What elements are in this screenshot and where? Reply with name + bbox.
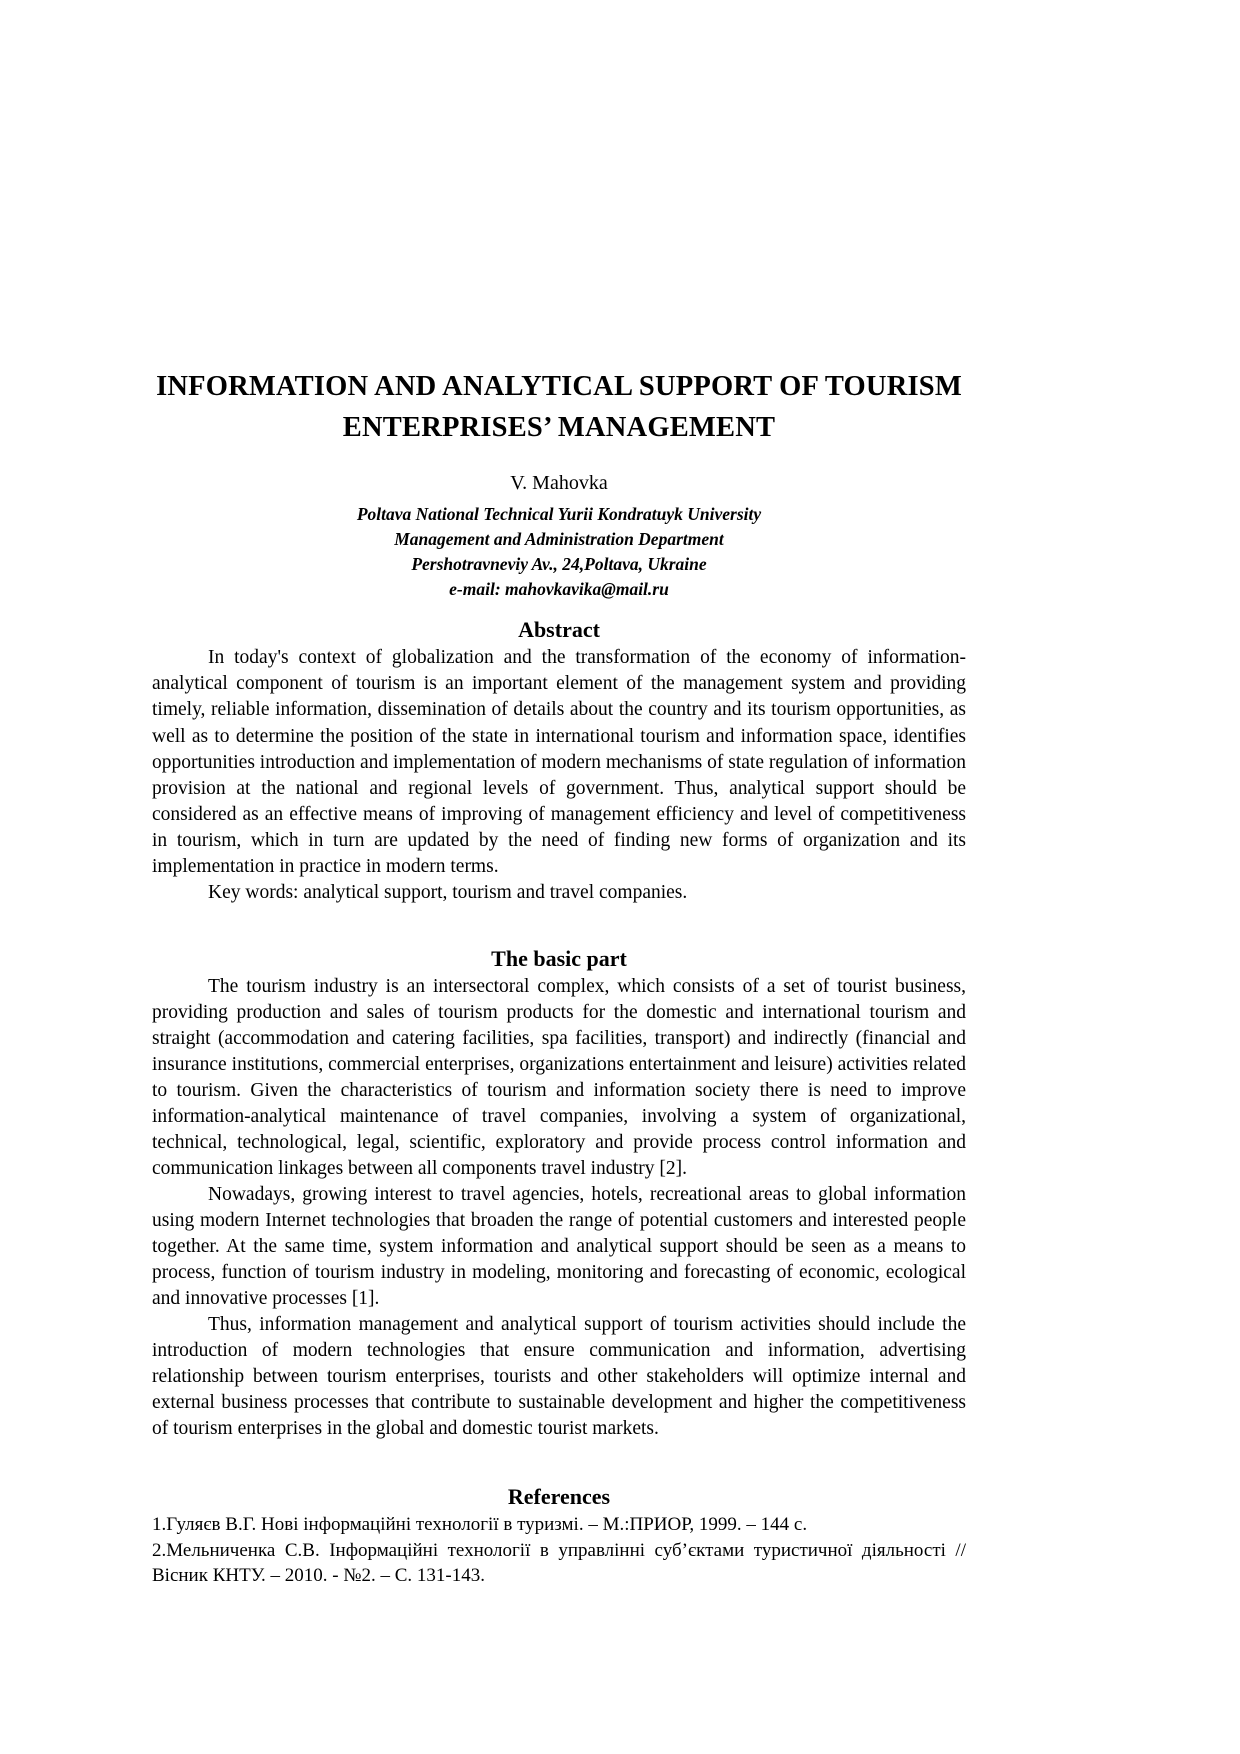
author-name: V. Mahovka	[510, 472, 608, 495]
abstract-paragraph: In today's context of globalization and the transformation of the economy of information-analytical component of tourism is an important element of the management system and providing timely, reliable information, dissemination of details about the country and its tourism opportunities, as well as to determine the position of the state in international tourism and information space, identifies opportunities introduction and implementation of modern mechanisms of state regulation of information provision at the national and regional levels of government. Thus, analytical support should be considered as an effective means of improving of management efficiency and level of competitiveness in tourism, which in turn are updated by the need of finding new forms of organization and its implementation in practice in modern terms.	[152, 647, 966, 877]
references-heading: References	[507, 1484, 611, 1510]
basic-paragraph-1: The tourism industry is an intersectoral complex, which consists of a set of tourist business, providing production and sales of tourism products for the domestic and international tourism and straight (accommodation and catering facilities, spa facilities, transport) and indirectly (financial and insurance institutions, commercial enterprises, organizations entertainment and leisure) activities related to tourism. Given the characteristics of tourism and information society there is need to improve information-analytical maintenance of travel companies, involving a system of organizational, technical, technological, legal, scientific, exploratory and provide process control information and communication linkages between all components travel industry [2].	[152, 975, 966, 1179]
basic-part-heading: The basic part	[491, 945, 627, 971]
affiliation-line-address: Pershotravneviy Av., 24,Poltava, Ukraine	[411, 553, 707, 574]
keywords-line: Key words: analytical support, tourism and travel companies.	[208, 881, 688, 903]
document-content	[152, 348, 966, 1589]
affiliation-line-email: e-mail: mahovkavika@mail.ru	[449, 578, 669, 599]
affiliation-line-department: Management and Administration Department	[394, 528, 724, 549]
references-list	[152, 1512, 966, 1588]
affiliation-line-university: Poltava National Technical Yurii Kondratuyk University	[356, 504, 762, 525]
reference-item-1: 1.Гуляєв В.Г. Нові інформаційні технології в туризмі. – М.:ПРИОР, 1999. – 144 с.	[152, 1514, 808, 1536]
basic-paragraph-2: Nowadays, growing interest to travel agencies, hotels, recreational areas to global information using modern Internet technologies that broaden the range of potential customers and interested people together. At the same time, system information and analytical support should be seen as a means to process, function of tourism industry in modeling, monitoring and forecasting of economic, ecological and innovative processes [1].	[152, 1183, 966, 1310]
abstract-heading: Abstract	[518, 617, 600, 643]
affiliation-block	[152, 502, 966, 601]
page-title: INFORMATION AND ANALYTICAL SUPPORT OF TOURISM ENTERPRISES’ MANAGEMENT	[156, 371, 962, 443]
reference-item-2: 2.Мельниченка С.В. Інформаційні технології в управлінні суб’єктами туристичної діяльності //Вісник КНТУ. – 2010. - №2. – С. 131-143.	[152, 1539, 966, 1587]
basic-paragraph-3: Thus, information management and analytical support of tourism activities should include the introduction of modern technologies that ensure communication and information, advertising relationship between tourism enterprises, tourists and other stakeholders will optimize internal and external business processes that contribute to sustainable development and higher the competitiveness of tourism enterprises in the global and domestic tourist markets.	[152, 1314, 966, 1440]
